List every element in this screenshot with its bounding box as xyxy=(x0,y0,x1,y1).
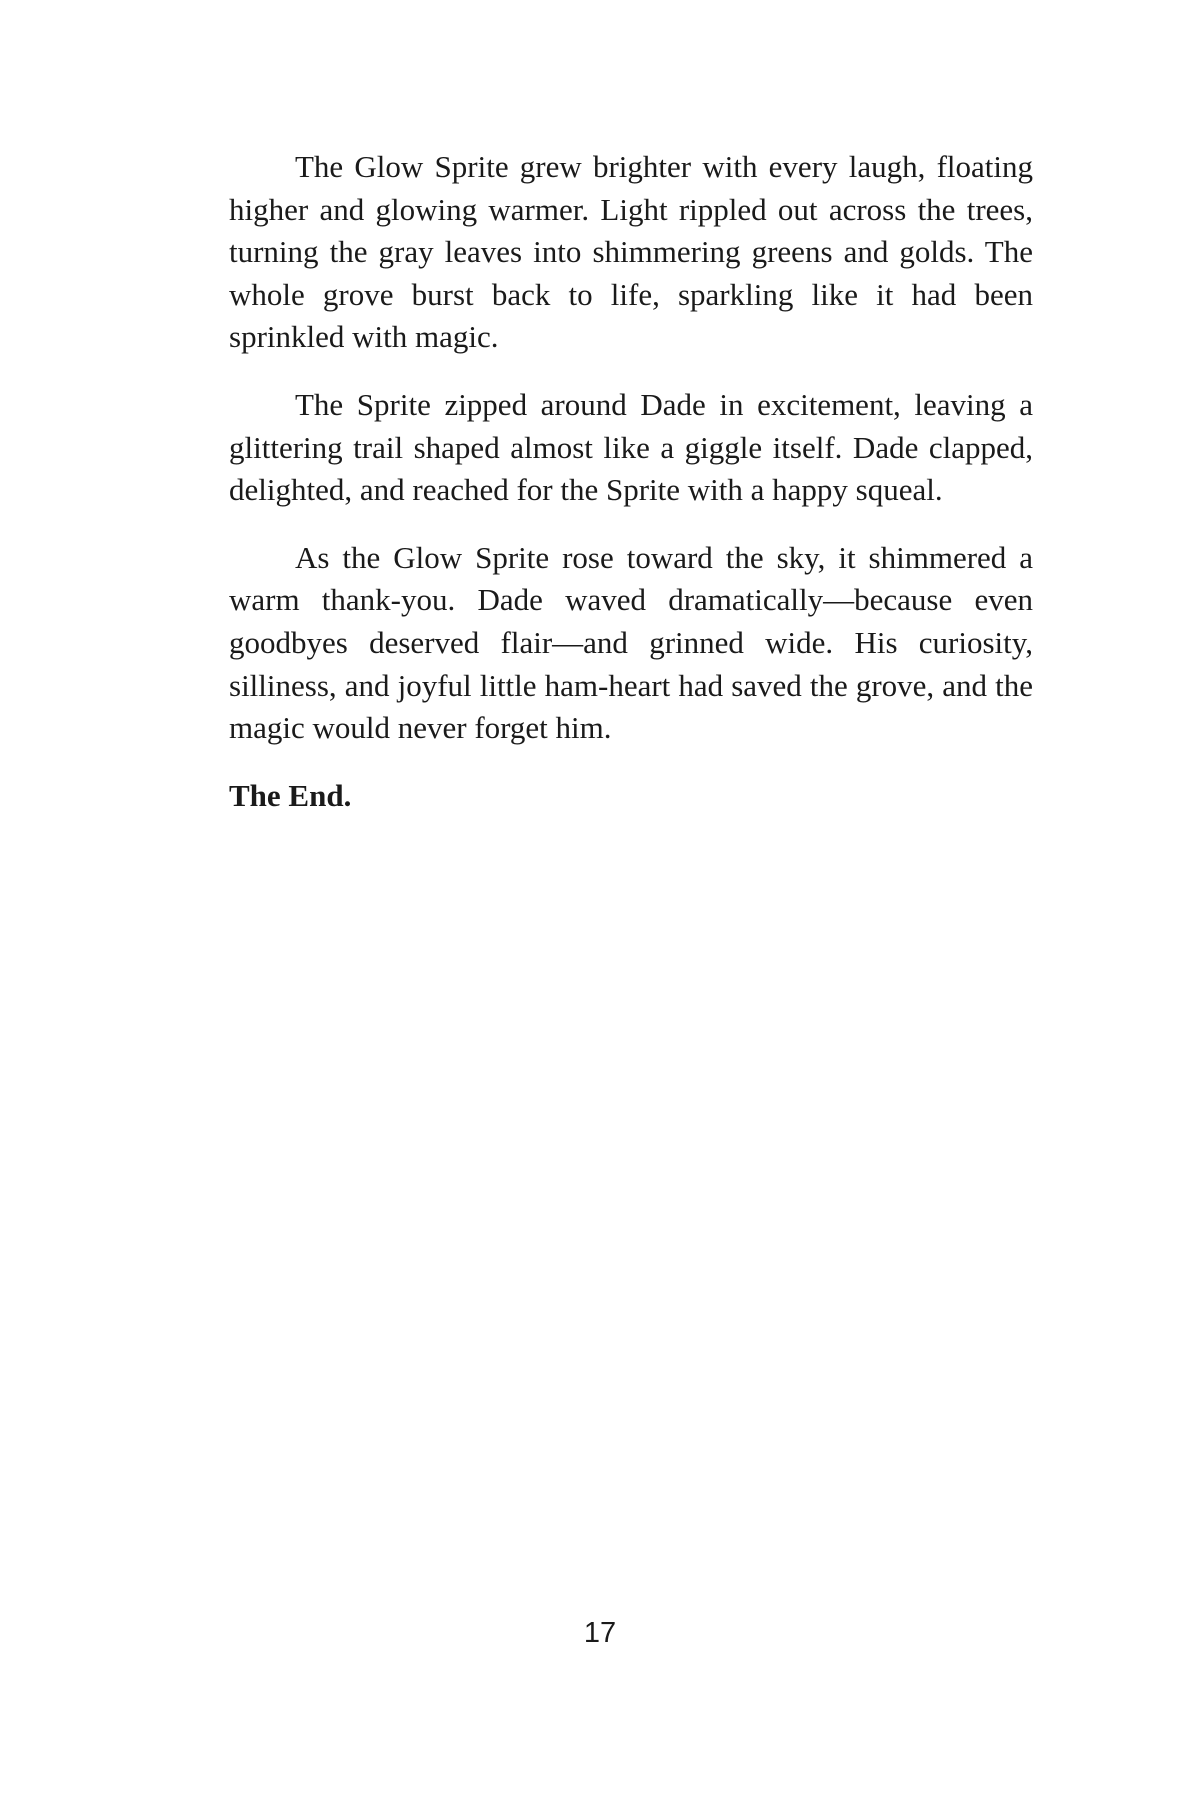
paragraph-2: The Sprite zipped around Dade in excitement, leaving a glittering trail shaped almost like a giggle itself. Dade clapped, delighted, and reached for the Sprite with a happy squeal. xyxy=(229,386,1033,508)
page-number: 17 xyxy=(583,1617,617,1649)
paragraph-3: As the Glow Sprite rose toward the sky, it shimmered a warm thank-you. Dade waved dramatically—because even goodbyes deserved flair—and grinned wide. His curiosity, silliness, and joyful little ham-heart had saved the grove, and the magic would never forget him. xyxy=(229,539,1033,746)
story-text xyxy=(229,146,1033,817)
closing-line: The End. xyxy=(229,777,352,813)
paragraph-1: The Glow Sprite grew brighter with every laugh, floating higher and glowing warmer. Light rippled out across the trees, turning the gray leaves into shimmering greens and golds. The whole grove burst back to life, sparkling like it had been sprinkled with magic. xyxy=(229,149,1033,355)
